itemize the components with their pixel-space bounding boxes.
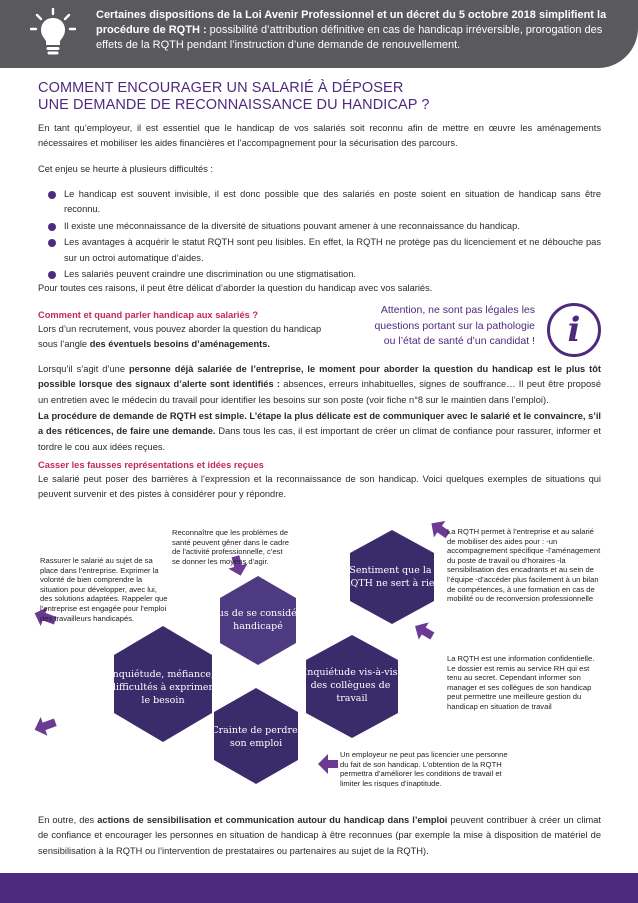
when-paragraph xyxy=(38,322,323,353)
outro-bold: actions de sensibilisation et communication autour du handicap dans l’emploi xyxy=(97,815,448,825)
hex-text: handicapé xyxy=(233,621,283,632)
bullet-dot-icon xyxy=(48,191,56,199)
hexagon-rqth-useless xyxy=(350,530,434,624)
bullet-dot-icon xyxy=(48,271,56,279)
arrow-icon xyxy=(318,754,338,774)
hex-text: Refus de se considérer xyxy=(201,608,312,619)
info-letter: i xyxy=(567,310,581,350)
hex-text: Sentiment que la xyxy=(349,565,432,576)
title-line-2: UNE DEMANDE DE RECONNAISSANCE DU HANDICAP ? xyxy=(38,97,430,113)
bullet-text: Les avantages à acquérir le statut RQTH sont peu lisibles. En effet, la RQTH ne protège pas du licenciement et ne débouche pas sur un octroi automatique d’aides. xyxy=(64,237,601,263)
list-item xyxy=(48,187,601,218)
lorsque-text-1: Lorsqu’il s’agit d’une xyxy=(38,364,129,374)
hex-text: le besoin xyxy=(141,695,185,706)
attention-note: Attention, ne sont pas légales les questions portant sur la pathologie ou l’état de santé d’un candidat ! xyxy=(374,304,535,347)
hex-text: son emploi xyxy=(229,738,283,749)
hex-text: des collègues de xyxy=(310,680,391,691)
when-heading: Comment et quand parler handicap aux salariés ? xyxy=(38,310,259,320)
conclusion-paragraph: Pour toutes ces raisons, il peut être délicat d’aborder la question du handicap avec vos salariés. xyxy=(38,283,433,293)
banner-rest-text: possibilité d’attribution définitive en cas de handicap irréversible, prorogation des effets de la RQTH pendant l’instruction d’une demande de renouvellement. xyxy=(96,24,603,51)
bullet-text: Il existe une méconnaissance de la diversité de situations pouvant amener à une reconnaissance du handicap. xyxy=(64,220,520,231)
fausses-paragraph: Le salarié peut poser des barrières à l’expression et la reconnaissance de son handicap. Voici quelques exemples de situations qui peuvent survenir et des pistes à considérer pour y répondre. xyxy=(38,474,601,500)
banner-text xyxy=(96,8,611,53)
when-text-bold: des éventuels besoins d’aménagements. xyxy=(89,339,271,350)
bullet-dot-icon xyxy=(48,239,56,247)
hexagon-crainte xyxy=(214,688,298,784)
fausses-heading: Casser les fausses représentations et idées reçues xyxy=(38,460,264,470)
note-right-mid: La RQTH est une information confidentielle. Le dossier est remis au service RH qui est tenu au secret. Cependant informer son manager et ses collègues de son handicap peut permettre une meilleure gestion du handicap en situation de travail xyxy=(447,654,595,711)
footer-bar xyxy=(0,873,638,903)
procedure-text: Dans tous les cas, il est important de créer un climat de confiance pour rassurer, informer et tordre le cou aux idées reçues. xyxy=(38,426,601,452)
hex-text: RQTH ne sert à rien xyxy=(343,578,441,589)
procedure-paragraph xyxy=(38,409,601,455)
hex-text: Inquiétude, méfiance, xyxy=(108,669,215,680)
info-icon xyxy=(547,303,601,357)
list-item xyxy=(48,219,601,234)
title-line-1: COMMENT ENCOURAGER UN SALARIÉ À DÉPOSER xyxy=(38,80,404,96)
arrow-icon xyxy=(31,713,59,739)
lorsque-text-2: absences, erreurs inhabituelles, signes de souffrance… Il peut être proposé un entretien avec le médecin du travail pour identifier les besoins sur son poste (voir fiche n°8 sur le maintien dans l’emploi). xyxy=(38,379,601,405)
note-bottom: Un employeur ne peut pas licencier une personne du fait de son handicap. L’obtention de la RQTH permettra d’améliorer les conditions de travail et limiter les risques d’inaptitude. xyxy=(340,750,508,788)
procedure-bold: La procédure de demande de RQTH est simple. L’étape la plus délicate est de communiquer avec le salarié et le convaincre, s’il a des réticences, de faire une demande. xyxy=(38,411,601,437)
note-left: Rassurer le salarié au sujet de sa place dans l’entreprise. Exprimer la volonté de bien comprendre la situation pour développer, avec lui, des solutions adaptées. Rappeler que l’entreprise est engagée pour l’emploi des travailleurs handicapés. xyxy=(40,556,168,623)
note-top: Reconnaître que les problèmes de santé peuvent gêner dans le cadre de l’activité professionnelle, c’est se donner les moyens d’agir. xyxy=(172,528,289,566)
bullet-text: Les salariés peuvent craindre une discrimination ou une stigmatisation. xyxy=(64,269,356,280)
list-item xyxy=(48,235,601,266)
header-banner xyxy=(0,0,638,68)
lorsque-bold: personne déjà salariée de l’entreprise, le moment pour aborder la question du handicap est le plus tôt possible lorsque des signaux d’alerte sont identifiés : xyxy=(38,364,601,390)
difficulties-list xyxy=(48,187,601,283)
lorsque-paragraph xyxy=(38,362,601,408)
arrow-icon xyxy=(410,617,437,644)
note-right-top: La RQTH permet à l’entreprise et au salarié de mobiliser des aides pour : -un accompagnement spécifique -l’aménagement du poste de travail ou d’horaires -la sensibilisation des encadrants et au sein de l’équipe -d’accéder plus facilement à un bilan de compétences, à une formation en cas de mobilité ou de reconversion professionnelle xyxy=(447,527,601,604)
bullet-dot-icon xyxy=(48,223,56,231)
hex-text: Crainte de perdre xyxy=(211,725,298,736)
bullet-text: Le handicap est souvent invisible, il est donc possible que des salariés en poste soient en situation de handicap sans être reconnu. xyxy=(64,189,601,215)
banner-bold-text: Certaines dispositions de la Loi Avenir Professionnel et un décret du 5 octobre 2018 simplifient la procédure de RQTH : xyxy=(96,9,607,36)
when-text: Lors d’un recrutement, vous pouvez aborder la question du handicap sous l’angle xyxy=(38,324,322,350)
hex-text: difficultés à exprimer xyxy=(109,682,214,693)
hex-text: travail xyxy=(336,693,368,704)
lightbulb-icon xyxy=(30,8,76,58)
outro-text-1: En outre, des xyxy=(38,815,98,825)
outro-text-2: peuvent contribuer à créer un climat de confiance et encourager les personnes en situation de handicap à être reconnues (par exemple la mise à disposition de matériel de sensibilisation à la RQTH ou l’intervention de prestataires ou partenaires au sujet de la RQTH). xyxy=(38,815,601,856)
page-title xyxy=(38,80,598,114)
hex-text: Inquiétude vis-à-vis xyxy=(303,667,398,678)
intro-paragraph: En tant qu’employeur, il est essentiel que le handicap de vos salariés soit reconnu afin de mettre en œuvre les aménagements nécessaires et mobiliser les aides financières et l’accompagnement pour la sécurisation des parcours. xyxy=(38,123,601,149)
difficulties-intro: Cet enjeu se heurte à plusieurs difficultés : xyxy=(38,164,214,174)
outro-paragraph xyxy=(38,813,601,859)
